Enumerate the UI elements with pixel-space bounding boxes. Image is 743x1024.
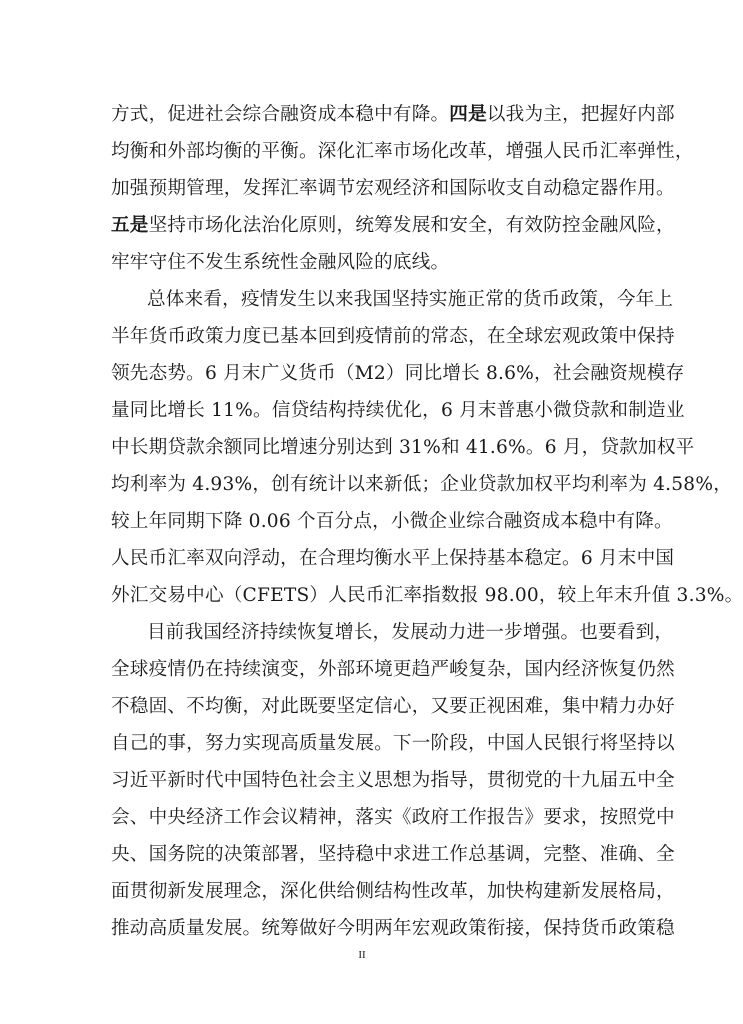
text-line: 加强预期管理，发挥汇率调节宏观经济和国际收支自动稳定器作用。 [111,178,675,199]
text-line: 半年货币政策力度已基本回到疫情前的常态，在全球宏观政策中保持 [111,326,675,347]
text-line: 领先态势。6 月末广义货币（M2）同比增长 8.6%，社会融资规模存 [111,363,685,384]
text-line: 习近平新时代中国特色社会主义思想为指导，贯彻党的十九届五中全 [111,770,675,791]
text-line: 外汇交易中心（CFETS）人民币汇率指数报 98.00，较上年末升值 3.3%。 [111,585,743,606]
text-line: 人民币汇率双向浮动，在合理均衡水平上保持基本稳定。6 月末中国 [111,548,675,569]
text-line: 面贯彻新发展理念，深化供给侧结构性改革，加快构建新发展格局， [111,881,675,902]
text-line: 会、中央经济工作会议精神，落实《政府工作报告》要求，按照党中 [111,807,675,828]
bold-marker: 四是 [449,104,487,125]
text-line: 央、国务院的决策部署，坚持稳中求进工作总基调，完整、准确、全 [111,844,675,865]
paragraph-first-line: 目前我国经济持续恢复增长，发展动力进一步增强。也要看到， [147,622,674,643]
text-line: 较上年同期下降 0.06 个百分点，小微企业综合融资成本稳中有降。 [111,511,673,532]
bold-marker: 五是 [111,215,149,236]
paragraph-first-line: 总体来看，疫情发生以来我国坚持实施正常的货币政策，今年上 [147,289,674,310]
text-line: 均利率为 4.93%，创有统计以来新低；企业贷款加权平均利率为 4.58%， [111,474,732,495]
page-number: II [358,949,366,961]
text-line: 均衡和外部均衡的平衡。深化汇率市场化改革，增强人民币汇率弹性， [111,141,694,162]
text-line: 中长期贷款余额同比增速分别达到 31%和 41.6%。6 月，贷款加权平 [111,437,695,458]
text-line: 方式，促进社会综合融资成本稳中有降。四是以我为主，把握好内部 [111,104,675,125]
text-line: 全球疫情仍在持续演变，外部环境更趋严峻复杂，国内经济恢复仍然 [111,659,675,680]
text-line: 量同比增长 11%。信贷结构持续优化，6 月末普惠小微贷款和制造业 [111,400,685,421]
text-line: 五是坚持市场化法治化原则，统筹发展和安全，有效防控金融风险， [111,215,675,236]
text-line: 牢牢守住不发生系统性金融风险的底线。 [111,252,450,273]
text-line: 推动高质量发展。统筹做好今明两年宏观政策衔接，保持货币政策稳 [111,918,675,939]
text-line: 不稳固、不均衡，对此既要坚定信心，又要正视困难，集中精力办好 [111,696,675,717]
text-line: 自己的事，努力实现高质量发展。下一阶段，中国人民银行将坚持以 [111,733,675,754]
